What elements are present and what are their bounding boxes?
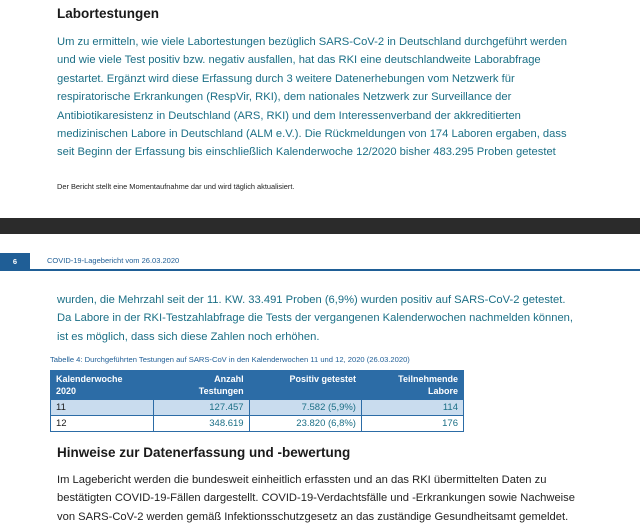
page-top — [0, 0, 640, 218]
page-number: 6 — [0, 253, 30, 271]
paragraph-line: medizinischen Labore in Deutschland (ALM e.V.). Die Rückmeldungen von 174 Laboren ergaben, dass — [57, 128, 567, 141]
testing-table — [50, 370, 464, 432]
running-header-title: COVID-19-Lagebericht vom 26.03.2020 — [47, 256, 180, 265]
table-row — [51, 400, 464, 416]
cell-positiv-getestet: 7.582 (5,9%) — [249, 400, 361, 416]
cell-teilnehmende-labore: 176 — [361, 416, 463, 432]
column-header-positiv-getestet: Positiv getestet — [249, 371, 361, 400]
cell-kalenderwoche: 11 — [51, 400, 154, 416]
continuation-paragraph — [57, 291, 617, 346]
paragraph-line: Im Lagebericht werden die bundesweit einheitlich erfassten und an das RKI übermittelten Daten zu — [57, 474, 547, 486]
section-heading-labortestungen: Labortestungen — [57, 6, 160, 21]
page-separator — [0, 218, 640, 234]
report-note: Der Bericht stellt eine Momentaufnahme dar und wird täglich aktualisiert. — [57, 182, 295, 191]
paragraph-line: Um zu ermitteln, wie viele Labortestungen bezüglich SARS-CoV-2 in Deutschland durchgeführt werden — [57, 36, 567, 48]
cell-positiv-getestet: 23.820 (6,8%) — [249, 416, 361, 432]
page-bottom — [0, 234, 640, 530]
running-header — [0, 253, 640, 275]
header-rule — [30, 269, 640, 271]
labortestungen-paragraph — [57, 33, 617, 162]
column-header-kalenderwoche: Kalenderwoche 2020 — [51, 371, 154, 400]
column-header-anzahl-testungen: Anzahl Testungen — [153, 371, 249, 400]
paragraph-line: ist es möglich, dass sich diese Zahlen noch erhöhen. — [57, 330, 320, 343]
paragraph-line: respiratorische Erkrankungen (RespVir, RKI), dem nationales Netzwerk zur Surveillance der — [57, 91, 512, 104]
cell-anzahl-testungen: 127.457 — [153, 400, 249, 416]
table-caption: Tabelle 4: Durchgeführten Testungen auf SARS-CoV in den Kalenderwochen 11 und 12, 2020 (26.03.2020) — [50, 355, 410, 364]
paragraph-line: von SARS-CoV-2 werden gemäß Infektionsschutzgesetz an das zuständige Gesundheitsamt gemeldet. — [57, 510, 569, 523]
paragraph-line: bestätigten COVID-19-Fällen dargestellt. COVID-19-Verdachtsfälle und -Erkrankungen sowie Nachweise — [57, 492, 575, 505]
cell-kalenderwoche: 12 — [51, 416, 154, 432]
paragraph-line: Da Labore in der RKI-Testzahlabfrage die Tests der vergangenen Kalenderwochen nachmelden können, — [57, 312, 573, 325]
paragraph-line: und wie viele Test positiv bzw. negativ ausfallen, hat das RKI eine deutschlandweite Laborabfrage — [57, 54, 541, 67]
paragraph-line: gestartet. Ergänzt wird diese Erfassung durch 3 weitere Datenerhebungen vom Netzwerk für — [57, 72, 515, 85]
cell-anzahl-testungen: 348.619 — [153, 416, 249, 432]
paragraph-line: wurden, die Mehrzahl seit der 11. KW. 33.491 Proben (6,9%) wurden positiv auf SARS-CoV-2 getestet. — [57, 294, 566, 306]
table-row — [51, 416, 464, 432]
section-heading-hinweise: Hinweise zur Datenerfassung und -bewertung — [57, 445, 351, 460]
paragraph-line: seit Beginn der Erfassung bis einschließlich Kalenderwoche 12/2020 bisher 483.295 Proben getestet — [57, 146, 556, 159]
hinweise-paragraph — [57, 471, 617, 526]
cell-teilnehmende-labore: 114 — [361, 400, 463, 416]
column-header-teilnehmende-labore: Teilnehmende Labore — [361, 371, 463, 400]
paragraph-line: Antibiotikaresistenz in Deutschland (ARS, RKI) und dem Interessenverband der akkreditierten — [57, 109, 521, 122]
table-header-row — [51, 371, 464, 400]
